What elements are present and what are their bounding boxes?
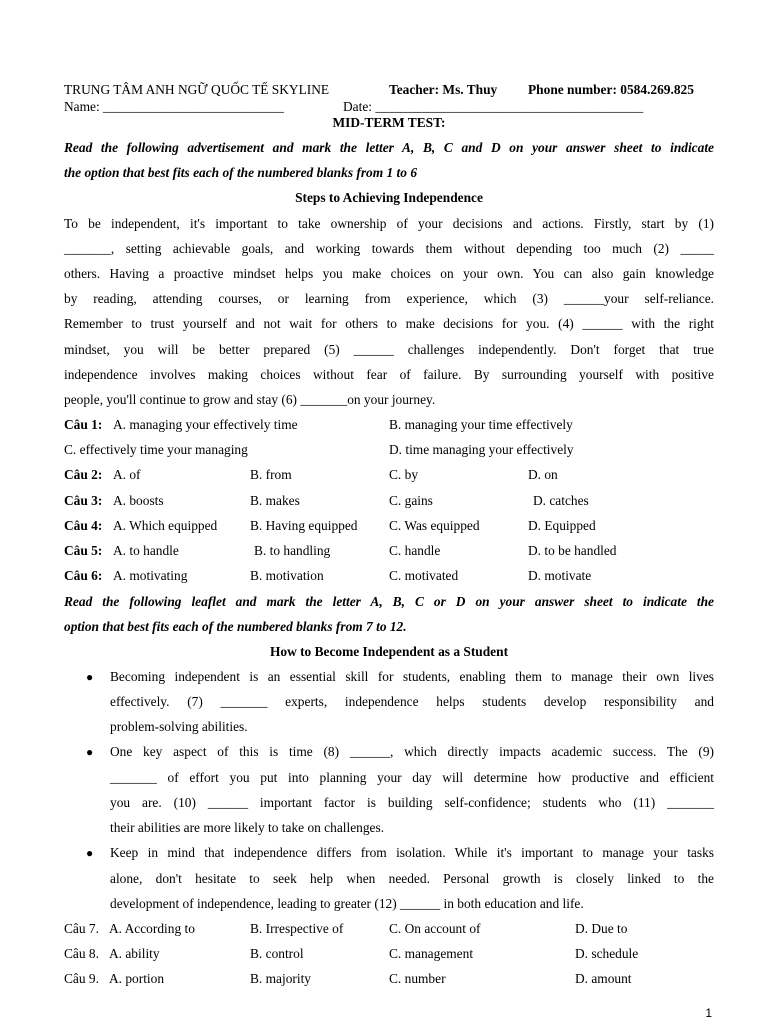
bullet-line: development of independence, leading to greater (12) ______ in both education and life. — [110, 896, 584, 911]
option-d: D. schedule — [575, 946, 639, 961]
bullet-line: Keep in mind that independence differs from isolation. While it's important to manage your tasks — [110, 845, 714, 860]
option-d: D. Equipped — [528, 518, 596, 533]
bullet-line: Becoming independent is an essential skill for students, enabling them to manage their own lives — [110, 669, 714, 684]
name-field: Name: ___________________________ — [64, 99, 284, 114]
question-label: Câu 4: — [64, 518, 103, 533]
option-a: A. Which equipped — [113, 518, 218, 533]
passage-line: _______, setting achievable goals, and working towards them without depending too much (2) _____ — [64, 241, 714, 256]
option-d: D. time managing your effectively — [389, 442, 574, 457]
bullet-icon: ● — [86, 670, 94, 684]
bullet-line: _______ of effort you put into planning your day will determine how productive and efficient — [110, 770, 714, 785]
option-c: C. effectively time your managing — [64, 442, 248, 457]
bullet-line: their abilities are more likely to take on challenges. — [110, 820, 385, 835]
option-c: C. handle — [389, 543, 441, 558]
option-c: C. by — [389, 467, 419, 482]
option-a: A. managing your effectively time — [113, 417, 298, 432]
option-a: A. to handle — [113, 543, 179, 558]
question-label: Câu 8. — [64, 946, 99, 961]
passage-line: Remember to trust yourself and not wait for others to make decisions for you. (4) ______ with the right — [64, 316, 714, 331]
option-a: A. boosts — [113, 493, 164, 508]
question-label: Câu 6: — [64, 568, 103, 583]
passage-line: mindset, you will be better prepared (5) ______ challenges independently. Don't forget that true — [64, 342, 714, 357]
bullet-line: alone, don't hesitate to seek help when needed. Personal growth is closely linked to the — [110, 871, 714, 886]
section2-instruction-line1: Read the following leaflet and mark the letter A, B, C or D on your answer sheet to indicate the — [64, 594, 714, 609]
question-label: Câu 2: — [64, 467, 103, 482]
option-c: C. On account of — [389, 921, 481, 936]
phone-number: Phone number: 0584.269.825 — [528, 82, 694, 97]
bullet-line: problem-solving abilities. — [110, 719, 248, 734]
passage-line: To be independent, it's important to take ownership of your decisions and actions. Firstly, start by (1) — [64, 216, 714, 231]
option-b: B. majority — [250, 971, 311, 986]
section1-heading: Steps to Achieving Independence — [295, 190, 483, 205]
bullet-line: effectively. (7) _______ experts, independence helps students develop responsibility and — [110, 694, 714, 709]
passage-line: by reading, attending courses, or learning from experience, which (3) ______your self-reliance. — [64, 291, 714, 306]
option-b: B. from — [250, 467, 292, 482]
option-a: A. motivating — [113, 568, 188, 583]
page-number: 1 — [705, 1006, 712, 1020]
option-d: D. Due to — [575, 921, 628, 936]
option-a: A. ability — [109, 946, 160, 961]
passage-line: people, you'll continue to grow and stay (6) _______on your journey. — [64, 392, 436, 407]
option-b: B. Having equipped — [250, 518, 358, 533]
option-c: C. management — [389, 946, 474, 961]
option-c: C. motivated — [389, 568, 459, 583]
option-b: B. managing your time effectively — [389, 417, 573, 432]
option-d: D. motivate — [528, 568, 592, 583]
bullet-icon: ● — [86, 846, 94, 860]
section1-instruction-line1: Read the following advertisement and mark the letter A, B, C and D on your answer sheet to indicate — [64, 140, 714, 155]
option-d: D. to be handled — [528, 543, 617, 558]
question-label: Câu 3: — [64, 493, 103, 508]
header-line — [64, 82, 329, 98]
option-b: B. Irrespective of — [250, 921, 344, 936]
option-b: B. to handling — [254, 543, 331, 558]
option-c: C. gains — [389, 493, 433, 508]
option-a: A. of — [113, 467, 141, 482]
option-a: A. portion — [109, 971, 165, 986]
bullet-line: One key aspect of this is time (8) ______, which directly impacts academic success. The (9) — [110, 744, 714, 759]
passage-line: others. Having a proactive mindset helps you make choices on your own. You can also gain knowledge — [64, 266, 714, 281]
section1-instruction-line2: the option that best fits each of the numbered blanks from 1 to 6 — [64, 165, 418, 180]
option-b: B. makes — [250, 493, 300, 508]
section2-heading: How to Become Independent as a Student — [269, 644, 509, 659]
bullet-icon: ● — [86, 745, 94, 759]
bullet-line: you are. (10) ______ important factor is building self-confidence; students who (11) _______ — [110, 795, 714, 810]
option-d: D. catches — [533, 493, 589, 508]
question-label: Câu 7. — [64, 921, 99, 936]
option-d: D. amount — [575, 971, 632, 986]
option-b: B. motivation — [250, 568, 324, 583]
option-b: B. control — [250, 946, 304, 961]
passage-line: independence involves making choices without fear of failure. By surrounding yourself with positive — [64, 367, 714, 382]
option-d: D. on — [528, 467, 558, 482]
question-label: Câu 1: — [64, 417, 103, 432]
option-a: A. According to — [109, 921, 195, 936]
page-title: MID-TERM TEST: — [332, 115, 446, 130]
option-c: C. Was equipped — [389, 518, 480, 533]
section2-instruction-line2: option that best fits each of the numbered blanks from 7 to 12. — [64, 619, 407, 634]
date-field: Date: ________________________________________ — [343, 99, 644, 114]
question-label: Câu 9. — [64, 971, 99, 986]
center-name: TRUNG TÂM ANH NGỮ QUỐC TẾ SKYLINE — [64, 82, 330, 97]
option-c: C. number — [389, 971, 446, 986]
question-label: Câu 5: — [64, 543, 103, 558]
teacher-name: Teacher: Ms. Thuy — [389, 82, 498, 97]
